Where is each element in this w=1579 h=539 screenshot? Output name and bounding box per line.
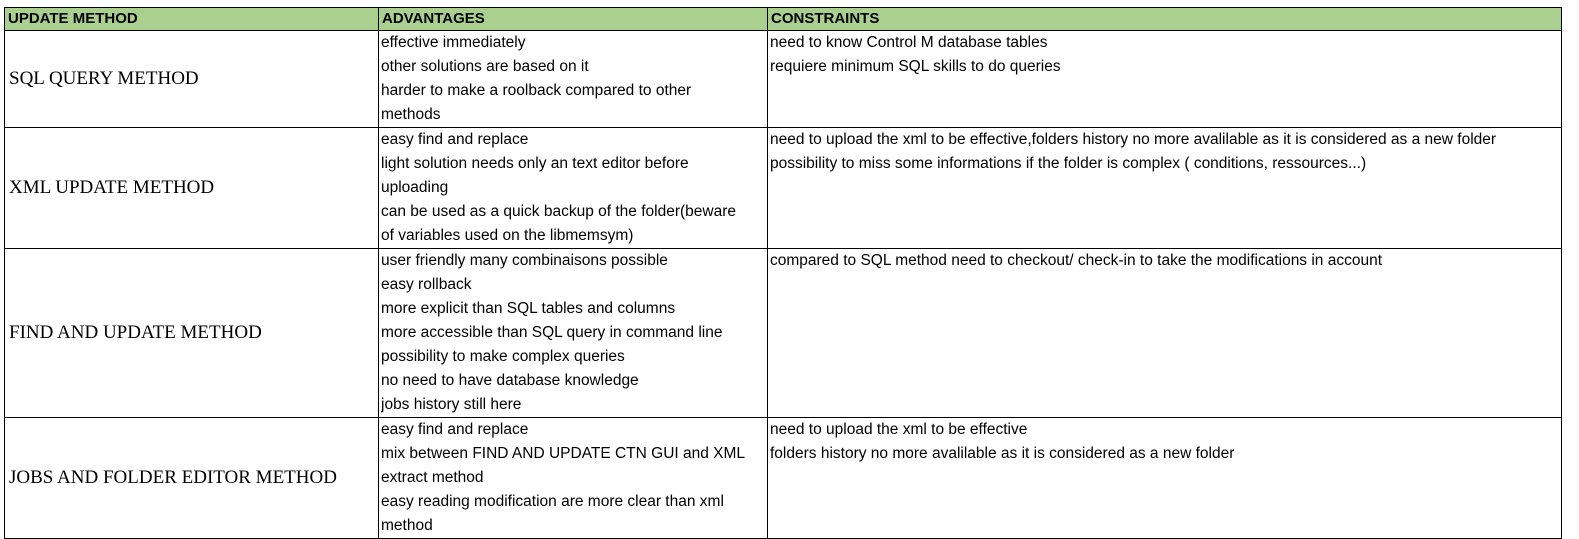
constraints-cell[interactable] — [768, 31, 1562, 128]
advantage-line: easy reading modification are more clear than xml — [381, 493, 724, 510]
constraint-line: folders history no more avalilable as it is considered as a new folder — [770, 445, 1235, 462]
header-update-method[interactable]: UPDATE METHOD — [5, 8, 379, 31]
advantage-line: extract method — [381, 469, 484, 486]
advantage-line: can be used as a quick backup of the folder(beware — [381, 203, 737, 220]
advantage-line: user friendly many combinaisons possible — [381, 252, 668, 269]
method-cell[interactable]: JOBS AND FOLDER EDITOR METHOD — [5, 418, 379, 539]
constraint-line: need to know Control M database tables — [770, 34, 1048, 51]
constraints-cell[interactable] — [768, 128, 1562, 249]
table-row — [5, 31, 1562, 128]
header-row — [5, 8, 1562, 31]
advantage-line: harder to make a roolback compared to other — [381, 82, 692, 99]
advantages-cell[interactable] — [379, 31, 768, 128]
table-row — [5, 128, 1562, 249]
advantages-cell[interactable] — [379, 249, 768, 418]
comparison-table — [4, 7, 1562, 539]
advantage-line: easy rollback — [381, 276, 472, 293]
table-row — [5, 418, 1562, 539]
advantage-line: light solution needs only an text editor before — [381, 155, 689, 172]
header-constraints[interactable]: CONSTRAINTS — [768, 8, 1562, 31]
advantage-line: uploading — [381, 179, 449, 196]
method-cell[interactable]: SQL QUERY METHOD — [5, 31, 379, 128]
constraints-cell[interactable] — [768, 418, 1562, 539]
advantage-line: jobs history still here — [381, 396, 522, 413]
constraints-cell[interactable] — [768, 249, 1562, 418]
constraint-line: need to upload the xml to be effective,folders history no more avalilable as it is considered as a new folder — [770, 131, 1497, 148]
advantages-cell[interactable] — [379, 128, 768, 249]
header-advantages[interactable]: ADVANTAGES — [379, 8, 768, 31]
advantage-line: easy find and replace — [381, 421, 529, 438]
constraint-line: possibility to miss some informations if the folder is complex ( conditions, ressources...) — [770, 155, 1367, 172]
advantage-line: other solutions are based on it — [381, 58, 589, 75]
advantage-line: of variables used on the libmemsym) — [381, 227, 634, 244]
method-cell[interactable]: FIND AND UPDATE METHOD — [5, 249, 379, 418]
advantage-line: method — [381, 517, 433, 534]
constraint-line: requiere minimum SQL skills to do queries — [770, 58, 1061, 75]
advantage-line: no need to have database knowledge — [381, 372, 639, 389]
method-cell[interactable]: XML UPDATE METHOD — [5, 128, 379, 249]
advantage-line: mix between FIND AND UPDATE CTN GUI and XML — [381, 445, 746, 462]
table-row — [5, 249, 1562, 418]
advantage-line: methods — [381, 106, 441, 123]
advantage-line: more explicit than SQL tables and columns — [381, 300, 676, 317]
advantage-line: easy find and replace — [381, 131, 529, 148]
constraint-line: need to upload the xml to be effective — [770, 421, 1028, 438]
advantage-line: possibility to make complex queries — [381, 348, 625, 365]
advantages-cell[interactable] — [379, 418, 768, 539]
constraint-line: compared to SQL method need to checkout/ check-in to take the modifications in account — [770, 252, 1383, 269]
advantage-line: more accessible than SQL query in command line — [381, 324, 723, 341]
advantage-line: effective immediately — [381, 34, 526, 51]
